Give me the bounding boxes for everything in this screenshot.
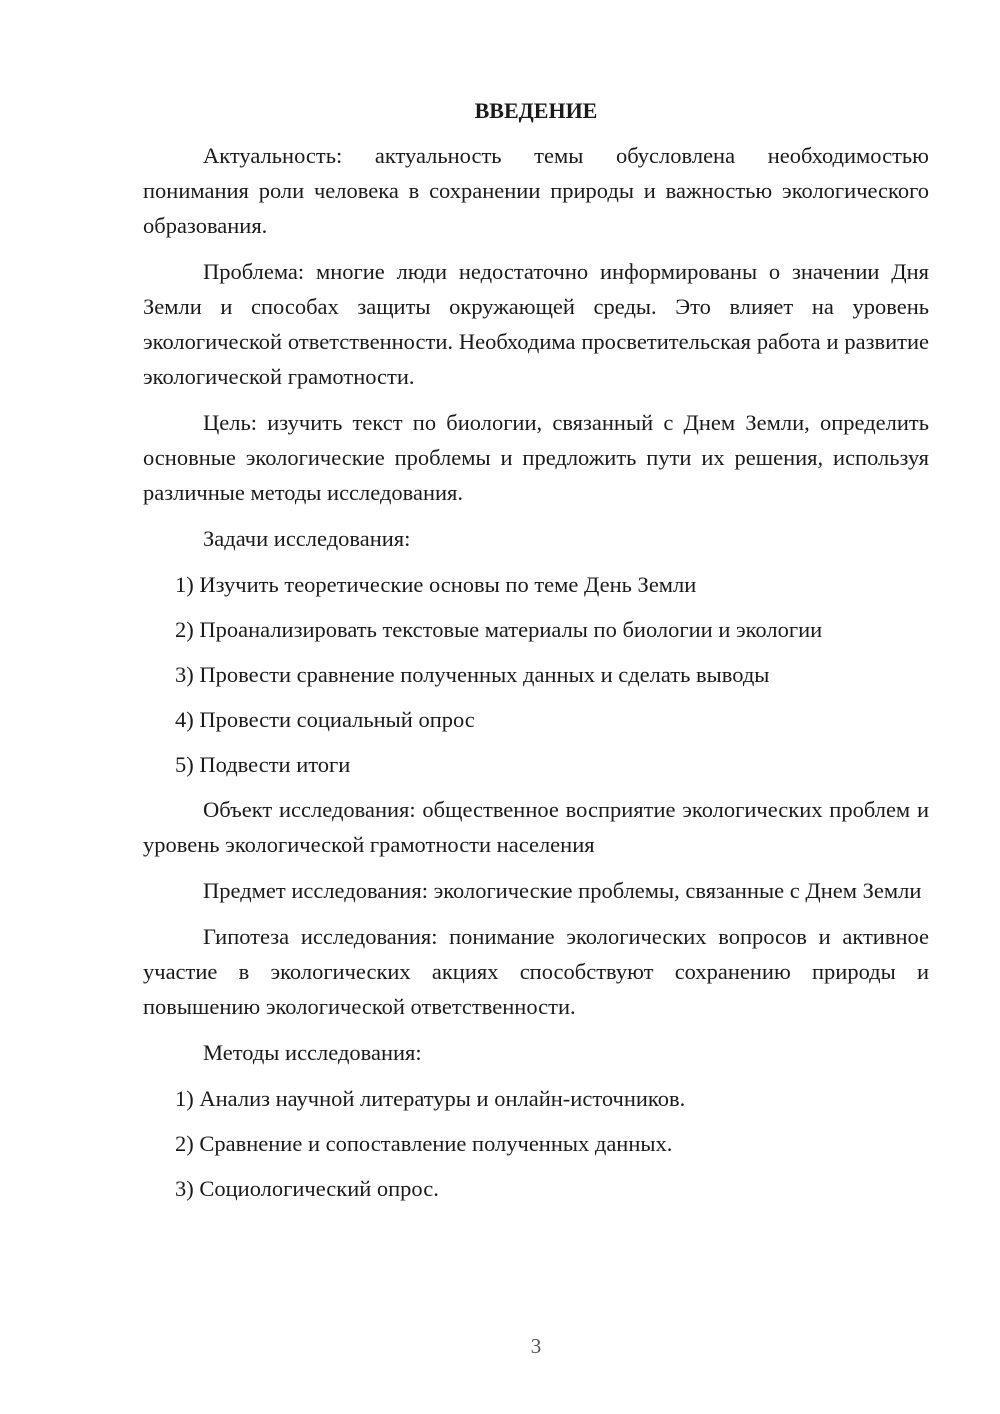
goal-paragraph: Цель: изучить текст по биологии, связанный с Днем Земли, определить основные экологические проблемы и предложить пути их решения, используя различные методы исследования.	[143, 410, 929, 505]
task-item: 4) Провести социальный опрос	[175, 707, 475, 732]
task-item: 3) Провести сравнение полученных данных и сделать выводы	[175, 662, 770, 687]
hypothesis-paragraph: Гипотеза исследования: понимание экологических вопросов и активное участие в экологических акциях способствуют сохранению природы и повышению экологической ответственности.	[143, 924, 929, 1019]
methods-heading: Методы исследования:	[203, 1040, 422, 1065]
method-item: 1) Анализ научной литературы и онлайн-источников.	[175, 1086, 686, 1111]
method-item: 3) Социологический опрос.	[175, 1176, 439, 1201]
object-paragraph: Объект исследования: общественное восприятие экологических проблем и уровень экологической грамотности населения	[143, 797, 929, 857]
task-item: 5) Подвести итоги	[175, 752, 351, 777]
task-item: 2) Проанализировать текстовые материалы по биологии и экологии	[175, 617, 823, 642]
page-number: 3	[530, 1334, 542, 1358]
tasks-list	[143, 567, 929, 782]
methods-list	[143, 1081, 929, 1206]
document-page	[143, 96, 929, 1216]
method-item: 2) Сравнение и сопоставление полученных данных.	[175, 1131, 673, 1156]
problem-paragraph: Проблема: многие люди недостаточно информированы о значении Дня Земли и способах защиты окружающей среды. Это влияет на уровень экологической ответственности. Необходима просветительская работа и развитие экологической грамотности.	[143, 259, 929, 389]
tasks-heading: Задачи исследования:	[203, 526, 411, 551]
relevance-paragraph: Актуальность: актуальность темы обусловлена необходимостью понимания роли человека в сохранении природы и важностью экологического образования.	[143, 143, 929, 238]
task-item: 1) Изучить теоретические основы по теме День Земли	[175, 572, 697, 597]
subject-paragraph: Предмет исследования: экологические проблемы, связанные с Днем Земли	[203, 878, 922, 903]
document-title: ВВЕДЕНИЕ	[474, 98, 598, 123]
